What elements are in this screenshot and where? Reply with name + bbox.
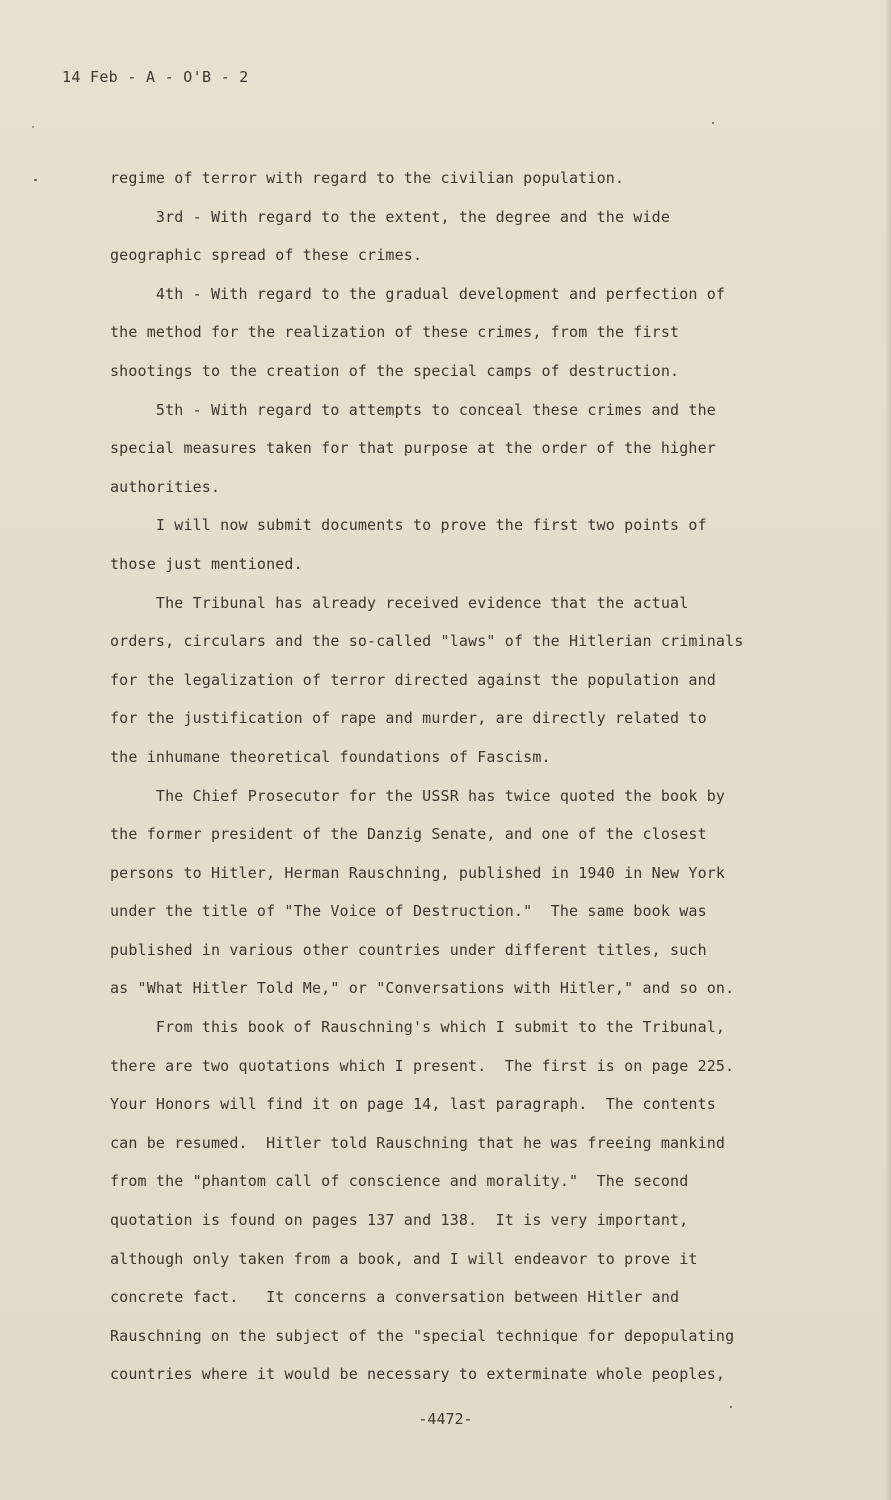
- text-line: although only taken from a book, and I will endeavor to prove it: [110, 1249, 698, 1268]
- paper-speck: [34, 179, 37, 181]
- text-line: authorities.: [110, 477, 221, 496]
- text-line: The Chief Prosecutor for the USSR has twice quoted the book by: [110, 786, 726, 805]
- text-line: the inhumane theoretical foundations of Fascism.: [110, 747, 551, 766]
- text-line: shootings to the creation of the special camps of destruction.: [110, 361, 680, 380]
- text-line: 3rd - With regard to the extent, the degree and the wide: [110, 207, 671, 226]
- text-line: 5th - With regard to attempts to conceal these crimes and the: [110, 400, 716, 419]
- text-line: regime of terror with regard to the civilian population.: [110, 169, 625, 187]
- document-body: [110, 166, 790, 1401]
- text-line: concrete fact. It concerns a conversation between Hitler and: [110, 1288, 680, 1307]
- text-line: Rauschning on the subject of the "special technique for depopulating: [110, 1326, 735, 1345]
- text-line: as "What Hitler Told Me," or "Conversations with Hitler," and so on.: [110, 979, 735, 998]
- page-edge-shadow: [885, 0, 891, 1500]
- document-header: 14 Feb - A - O'B - 2: [62, 68, 249, 86]
- text-line: I will now submit documents to prove the first two points of: [110, 516, 707, 535]
- paper-speck: [730, 1406, 732, 1408]
- text-line: geographic spread of these crimes.: [110, 246, 423, 265]
- text-line: for the justification of rape and murder, are directly related to: [110, 709, 707, 728]
- text-line: under the title of "The Voice of Destruction." The same book was: [110, 902, 707, 921]
- text-line: orders, circulars and the so-called "laws" of the Hitlerian criminals: [110, 632, 744, 651]
- text-line: 4th - With regard to the gradual development and perfection of: [110, 284, 726, 303]
- text-line: From this book of Rauschning's which I submit to the Tribunal,: [110, 1018, 726, 1037]
- paper-speck: [712, 122, 714, 124]
- text-line: the former president of the Danzig Senate, and one of the closest: [110, 825, 707, 844]
- text-line: those just mentioned.: [110, 554, 303, 573]
- text-line: can be resumed. Hitler told Rauschning that he was freeing mankind: [110, 1133, 726, 1152]
- text-line: special measures taken for that purpose at the order of the higher: [110, 439, 716, 458]
- text-line: The Tribunal has already received evidence that the actual: [110, 593, 689, 612]
- text-line: there are two quotations which I present. The first is on page 225.: [110, 1056, 735, 1075]
- paper-speck: [32, 126, 34, 128]
- text-line: the method for the realization of these crimes, from the first: [110, 323, 680, 342]
- text-line: quotation is found on pages 137 and 138. It is very important,: [110, 1211, 689, 1230]
- page-number: -4472-: [418, 1410, 473, 1428]
- text-line: published in various other countries under different titles, such: [110, 940, 707, 959]
- text-line: for the legalization of terror directed against the population and: [110, 670, 716, 689]
- text-line: countries where it would be necessary to exterminate whole peoples,: [110, 1365, 726, 1384]
- text-line: from the "phantom call of conscience and morality." The second: [110, 1172, 689, 1191]
- text-line: Your Honors will find it on page 14, last paragraph. The contents: [110, 1095, 716, 1114]
- text-line: persons to Hitler, Herman Rauschning, published in 1940 in New York: [110, 863, 726, 882]
